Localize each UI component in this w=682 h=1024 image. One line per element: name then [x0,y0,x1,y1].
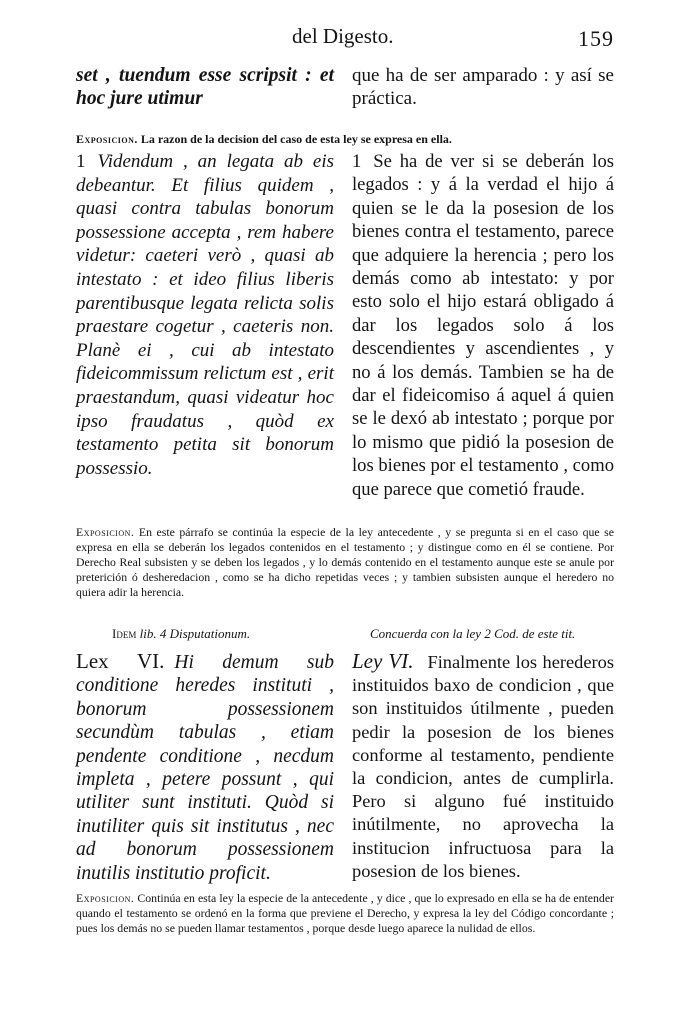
latin-law-text: Hi demum sub conditione heredes instituti , bonorum possessionem secundùm tabulas , etiam pendente conditione , necdum impleta , petere possunt , qui utiliter sunt instituti. Quòd si inutiliter quis sit institutus , nec ad bonorum possessionem inutilis institutio proficit. [76,652,334,884]
page-number: 159 [578,26,614,51]
law-heading: Ley VI. [352,649,414,673]
spanish-continuation: que ha de ser amparado : y así se práctica. [352,65,614,109]
exposicion-note-3 [76,891,614,936]
spanish-concordance-reference: Concuerda con la ley 2 Cod. de este tit. [370,626,576,641]
exposicion-note-1 [76,132,614,147]
latin-source-reference [112,626,250,642]
latin-continuation: set , tuendum esse scripsit : et hoc jure utimur [76,65,334,109]
running-header: del Digesto. [292,24,394,48]
law-heading: Lex VI. [76,649,165,673]
latin-law-6 [76,650,334,885]
exposicion-text: La razon de la decision del caso de esta ley se expresa en ella. [140,132,452,146]
latin-text: Videndum , an legata ab eis debeantur. Et filius quidem , quasi contra tabulas bonorum possessione accepta , rem habere videtur: caeteri verò , quasi ab intestato : et ideo filius liberis parentibusque legata relicta solis praestare cogetur , caeteris non. Planè ei , cui ab intestato fideicommissum relictum est , erit praestandum, quasi videatur hoc ipso fraudatus , quòd ex testamento petita sit bonorum possessio. [76,151,334,479]
exposicion-label: Exposicion. [76,524,135,539]
spanish-text: Se ha de ver si se deberán los legados : y á la verdad el hijo á quien se le da la posesion de los bienes contra el testamento, parece que adquiere la herencia ; pero los demás como ab intestato: y por esto solo el hijo estará obligado á dar los legados solo á los descendientes y ascendientes , y no á los demás. Tambien se ha de dar el fideicomiso á aquel á quien se le dexó ab intestato ; porque por lo mismo que pidió la posesion de los bienes por el testamento , como que parece que cometió fraude. [352,151,614,500]
source-author: Idem [112,626,137,641]
exposicion-label: Exposicion. [76,890,135,905]
paragraph-number: 1 [76,151,86,172]
exposicion-text: Continúa en esta ley la especie de la antecedente , y dice , que lo expresado en ella se ha de entender quando el testamento se ordenó en la forma que previene el Derecho, y expresa la ley del Código concordante ; pues los demás no se pueden llamar testamentos , porque desde luego aparece la nulidad de ellos. [76,890,614,935]
paragraph-number: 1 [352,151,362,172]
latin-paragraph-1 [76,150,334,480]
exposicion-text: En este párrafo se continúa la especie de la ley antecedente , y se pregunta si en el caso que se expresa en ella se deberán los legados contenidos en el testamento ; y distingue como en él se contiene. Por Derecho Real subsisten y se deben los legados , y lo demás contenido en el testamento aunque este se anule por preterición ó desheredacion , como se ha dicho repetidas veces ; y tambien subsisten aunque el heredero no quiera adir la herencia. [76,524,614,599]
spanish-law-text: Finalmente los herederos instituidos baxo de condicion , que son instituidos útilmente , pueden pedir la posesion de los bienes conforme al testamento, pendiente la condicion, antes de cumplirla. Pero si alguno fué instituido inútilmente, no aprovecha la institucion infructuosa para la posesion de los bienes. [352,652,614,881]
spanish-paragraph-1 [352,150,614,501]
exposicion-note-2 [76,525,614,600]
source-work: lib. 4 Disputationum. [139,626,251,641]
exposicion-label: Exposicion. [76,132,138,146]
spanish-law-6 [352,650,614,883]
